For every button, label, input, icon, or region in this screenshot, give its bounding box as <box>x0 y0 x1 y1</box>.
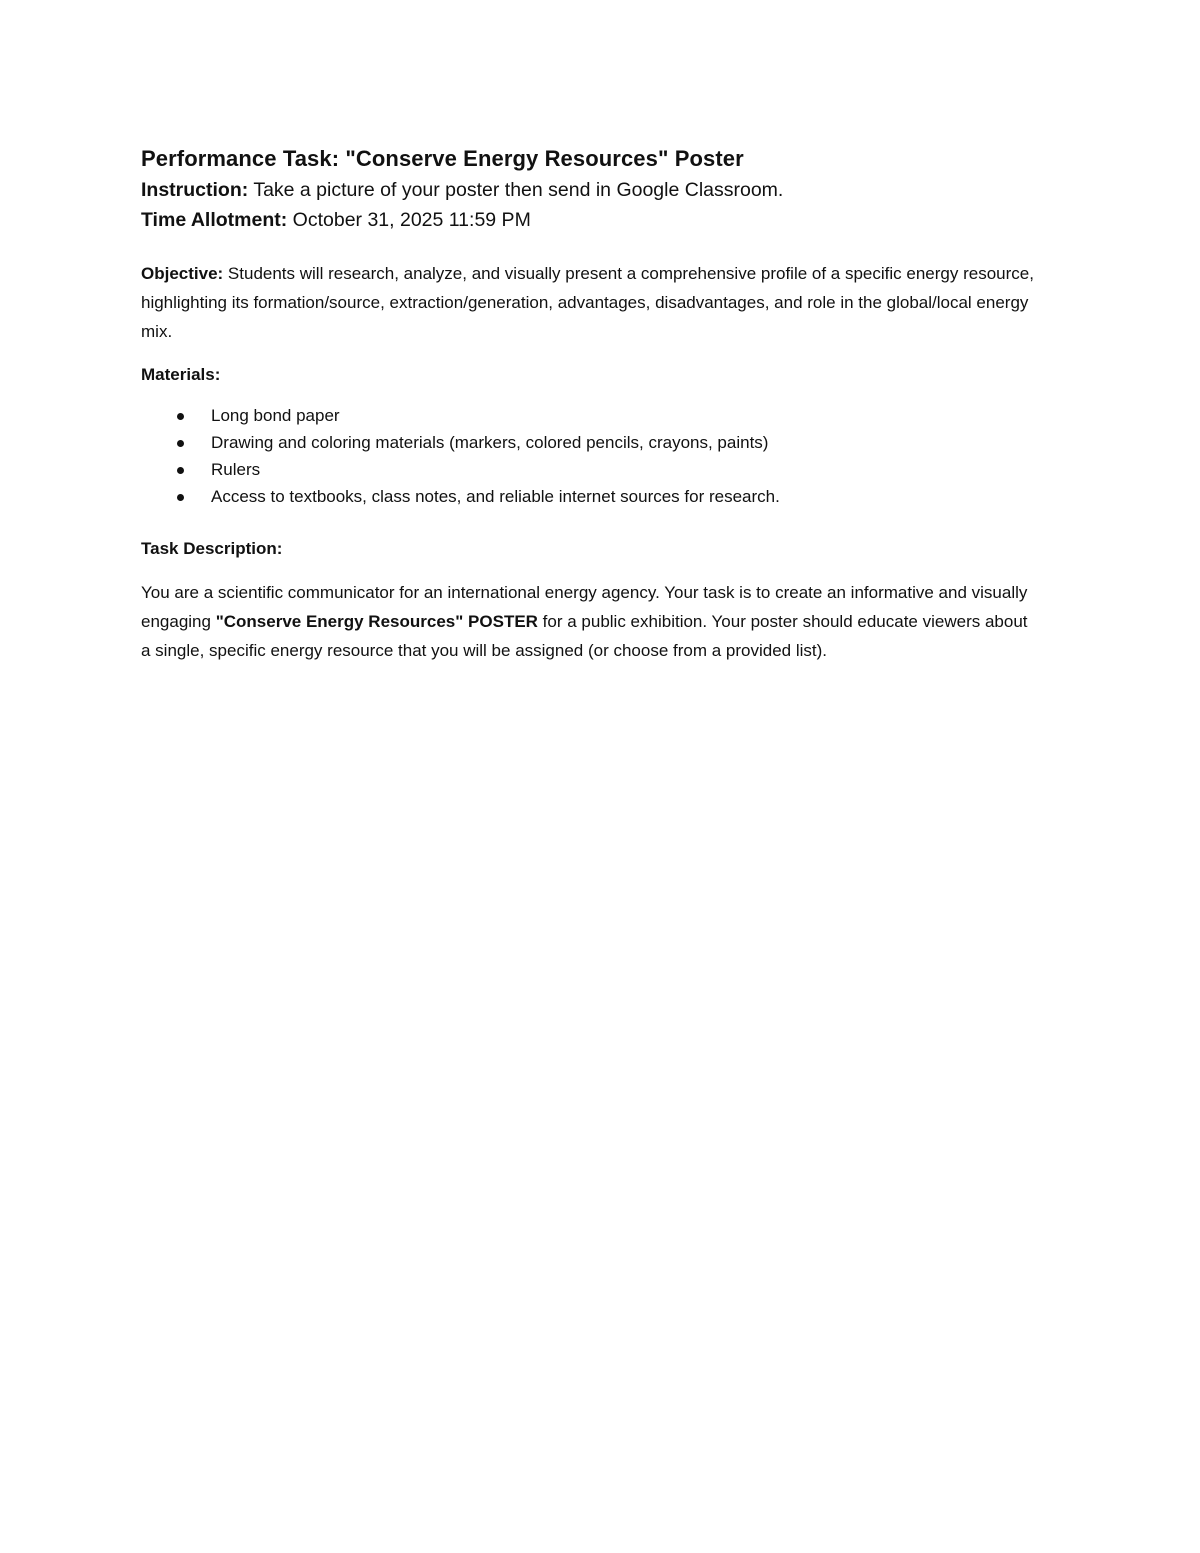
task-description-paragraph <box>141 578 1041 665</box>
time-allotment-label: Time Allotment: <box>141 209 288 231</box>
list-item <box>141 429 1041 456</box>
task-bold-title: "Conserve Energy Resources" <box>215 612 464 631</box>
materials-item-label: Long bond paper <box>211 406 340 425</box>
task-text-after: for a public exhibition. Your poster should educate viewers about a single, specific energy resource that you will be assigned (or choose from a provided list). <box>141 612 1028 660</box>
objective-paragraph <box>141 259 1041 346</box>
materials-list <box>141 402 1041 510</box>
instruction-label: Instruction: <box>141 179 249 201</box>
materials-item-label: Drawing and coloring materials (markers, colored pencils, crayons, paints) <box>211 433 769 452</box>
instruction-line <box>141 175 1041 205</box>
instruction-text: Take a picture of your poster then send in Google Classroom. <box>248 179 784 201</box>
bullet-icon <box>177 413 184 420</box>
task-bold-poster: POSTER <box>468 612 538 631</box>
materials-item-label: Rulers <box>211 460 261 479</box>
materials-heading: Materials: <box>141 365 221 384</box>
bullet-icon <box>177 467 184 474</box>
task-description-heading: Task Description: <box>141 539 283 558</box>
materials-item-label: Access to textbooks, class notes, and reliable internet sources for research. <box>211 487 780 506</box>
list-item <box>141 456 1041 483</box>
list-item <box>141 402 1041 429</box>
document-title: Performance Task: "Conserve Energy Resources" Poster <box>141 146 744 171</box>
time-allotment-line <box>141 205 1041 235</box>
task-text-before: You are a scientific communicator for an international energy agency. Your task is to create an informative and visually engaging <box>141 583 1028 631</box>
bullet-icon <box>177 494 184 501</box>
objective-label: Objective: <box>141 264 224 283</box>
document-content <box>141 143 1041 665</box>
bullet-icon <box>177 440 184 447</box>
objective-text: Students will research, analyze, and visually present a comprehensive profile of a specific energy resource, highlighting its formation/source, extraction/generation, advantages, disadvantages, and role in the global/local energy mix. <box>141 264 1034 341</box>
list-item <box>141 483 1041 510</box>
time-allotment-text: October 31, 2025 11:59 PM <box>287 209 531 231</box>
